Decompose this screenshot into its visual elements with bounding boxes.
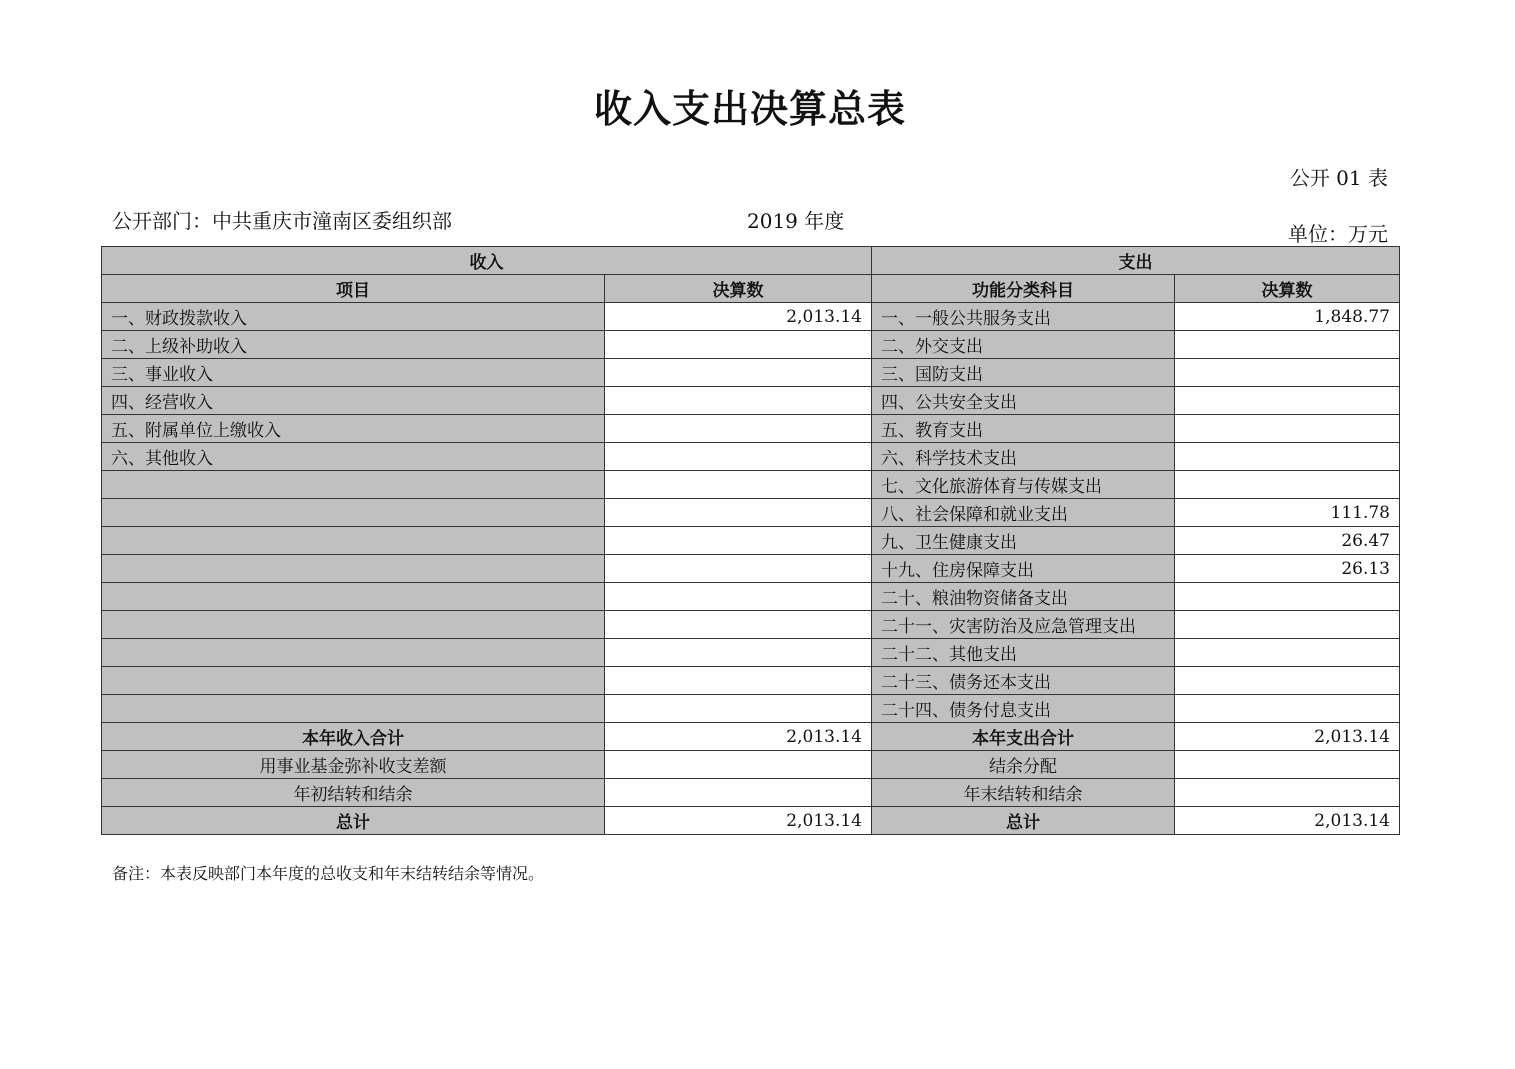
income-item-cell: 四、经营收入	[102, 387, 605, 415]
expense-amount-cell: 111.78	[1175, 499, 1400, 527]
expense-amount-cell: 1,848.77	[1175, 303, 1400, 331]
summary-row	[102, 779, 1400, 807]
expense-amount-cell	[1175, 331, 1400, 359]
income-item-cell	[102, 667, 605, 695]
expense-amount-cell	[1175, 639, 1400, 667]
income-amount-cell	[605, 415, 872, 443]
expense-amount-cell	[1175, 443, 1400, 471]
summary-income-amount	[605, 751, 872, 779]
income-amount-cell	[605, 555, 872, 583]
income-amount-cell	[605, 359, 872, 387]
summary-expense-amount: 2,013.14	[1175, 807, 1400, 835]
summary-income-amount	[605, 779, 872, 807]
income-amount-cell	[605, 639, 872, 667]
expense-amount-cell	[1175, 387, 1400, 415]
summary-expense-amount	[1175, 751, 1400, 779]
table-row	[102, 359, 1400, 387]
table-row	[102, 331, 1400, 359]
form-number: 公开 01 表	[1289, 166, 1388, 190]
income-amount-cell	[605, 387, 872, 415]
income-item-cell	[102, 639, 605, 667]
summary-row	[102, 807, 1400, 835]
table-row	[102, 611, 1400, 639]
expense-item-cell: 二十四、债务付息支出	[872, 695, 1175, 723]
expense-item-cell: 五、教育支出	[872, 415, 1175, 443]
expense-amount-cell	[1175, 667, 1400, 695]
footnote: 备注：本表反映部门本年度的总收支和年末结转结余等情况。	[112, 864, 545, 883]
expense-amount-cell	[1175, 695, 1400, 723]
table-row	[102, 443, 1400, 471]
expense-item-cell: 二十三、债务还本支出	[872, 667, 1175, 695]
income-amount-cell	[605, 667, 872, 695]
table-row	[102, 387, 1400, 415]
unit-label: 单位：万元	[1288, 222, 1388, 246]
income-amount-cell	[605, 499, 872, 527]
income-item-cell: 三、事业收入	[102, 359, 605, 387]
expense-item-cell: 六、科学技术支出	[872, 443, 1175, 471]
income-item-cell	[102, 471, 605, 499]
income-amount-cell	[605, 443, 872, 471]
income-item-cell: 六、其他收入	[102, 443, 605, 471]
table-row	[102, 303, 1400, 331]
section-header-row	[102, 247, 1400, 275]
summary-expense-amount: 2,013.14	[1175, 723, 1400, 751]
income-section-header: 收入	[102, 247, 872, 275]
income-item-header: 项目	[102, 275, 605, 303]
income-amount-cell	[605, 331, 872, 359]
expense-item-cell: 九、卫生健康支出	[872, 527, 1175, 555]
income-amount-cell	[605, 695, 872, 723]
expense-amount-header: 决算数	[1175, 275, 1400, 303]
summary-income-label: 年初结转和结余	[102, 779, 605, 807]
expense-item-cell: 二十一、灾害防治及应急管理支出	[872, 611, 1175, 639]
summary-income-amount: 2,013.14	[605, 723, 872, 751]
summary-row	[102, 751, 1400, 779]
table-row	[102, 471, 1400, 499]
table-row	[102, 695, 1400, 723]
income-item-cell	[102, 499, 605, 527]
summary-expense-label: 总计	[872, 807, 1175, 835]
table-row	[102, 527, 1400, 555]
summary-expense-amount	[1175, 779, 1400, 807]
summary-expense-label: 本年支出合计	[872, 723, 1175, 751]
income-item-cell	[102, 611, 605, 639]
fiscal-year: 2019 年度	[747, 209, 845, 233]
income-amount-header: 决算数	[605, 275, 872, 303]
table-row	[102, 667, 1400, 695]
summary-income-amount: 2,013.14	[605, 807, 872, 835]
income-item-cell	[102, 527, 605, 555]
income-item-cell: 五、附属单位上缴收入	[102, 415, 605, 443]
table-row	[102, 499, 1400, 527]
report-title: 收入支出决算总表	[593, 87, 906, 131]
table-row	[102, 555, 1400, 583]
income-amount-cell	[605, 583, 872, 611]
expense-item-cell: 四、公共安全支出	[872, 387, 1175, 415]
department-label: 公开部门：中共重庆市潼南区委组织部	[112, 209, 452, 233]
expense-amount-cell	[1175, 415, 1400, 443]
expense-item-cell: 一、一般公共服务支出	[872, 303, 1175, 331]
income-item-cell: 一、财政拨款收入	[102, 303, 605, 331]
income-amount-cell	[605, 471, 872, 499]
expense-amount-cell	[1175, 611, 1400, 639]
expense-amount-cell	[1175, 359, 1400, 387]
income-amount-cell: 2,013.14	[605, 303, 872, 331]
summary-expense-label: 年末结转和结余	[872, 779, 1175, 807]
summary-row	[102, 723, 1400, 751]
income-item-cell	[102, 555, 605, 583]
summary-income-label: 本年收入合计	[102, 723, 605, 751]
expense-amount-cell	[1175, 583, 1400, 611]
expense-amount-cell	[1175, 471, 1400, 499]
expense-item-cell: 二十、粮油物资储备支出	[872, 583, 1175, 611]
expense-item-header: 功能分类科目	[872, 275, 1175, 303]
income-amount-cell	[605, 527, 872, 555]
expense-item-cell: 十九、住房保障支出	[872, 555, 1175, 583]
income-amount-cell	[605, 611, 872, 639]
summary-income-label: 总计	[102, 807, 605, 835]
expense-item-cell: 二、外交支出	[872, 331, 1175, 359]
expense-item-cell: 三、国防支出	[872, 359, 1175, 387]
income-item-cell: 二、上级补助收入	[102, 331, 605, 359]
income-item-cell	[102, 695, 605, 723]
income-item-cell	[102, 583, 605, 611]
expense-item-cell: 七、文化旅游体育与传媒支出	[872, 471, 1175, 499]
table-row	[102, 415, 1400, 443]
table-row	[102, 639, 1400, 667]
summary-income-label: 用事业基金弥补收支差额	[102, 751, 605, 779]
expense-item-cell: 八、社会保障和就业支出	[872, 499, 1175, 527]
expense-section-header: 支出	[872, 247, 1400, 275]
summary-expense-label: 结余分配	[872, 751, 1175, 779]
expense-item-cell: 二十二、其他支出	[872, 639, 1175, 667]
expense-amount-cell: 26.47	[1175, 527, 1400, 555]
column-header-row	[102, 275, 1400, 303]
income-expense-table	[101, 246, 1400, 835]
expense-amount-cell: 26.13	[1175, 555, 1400, 583]
table-row	[102, 583, 1400, 611]
